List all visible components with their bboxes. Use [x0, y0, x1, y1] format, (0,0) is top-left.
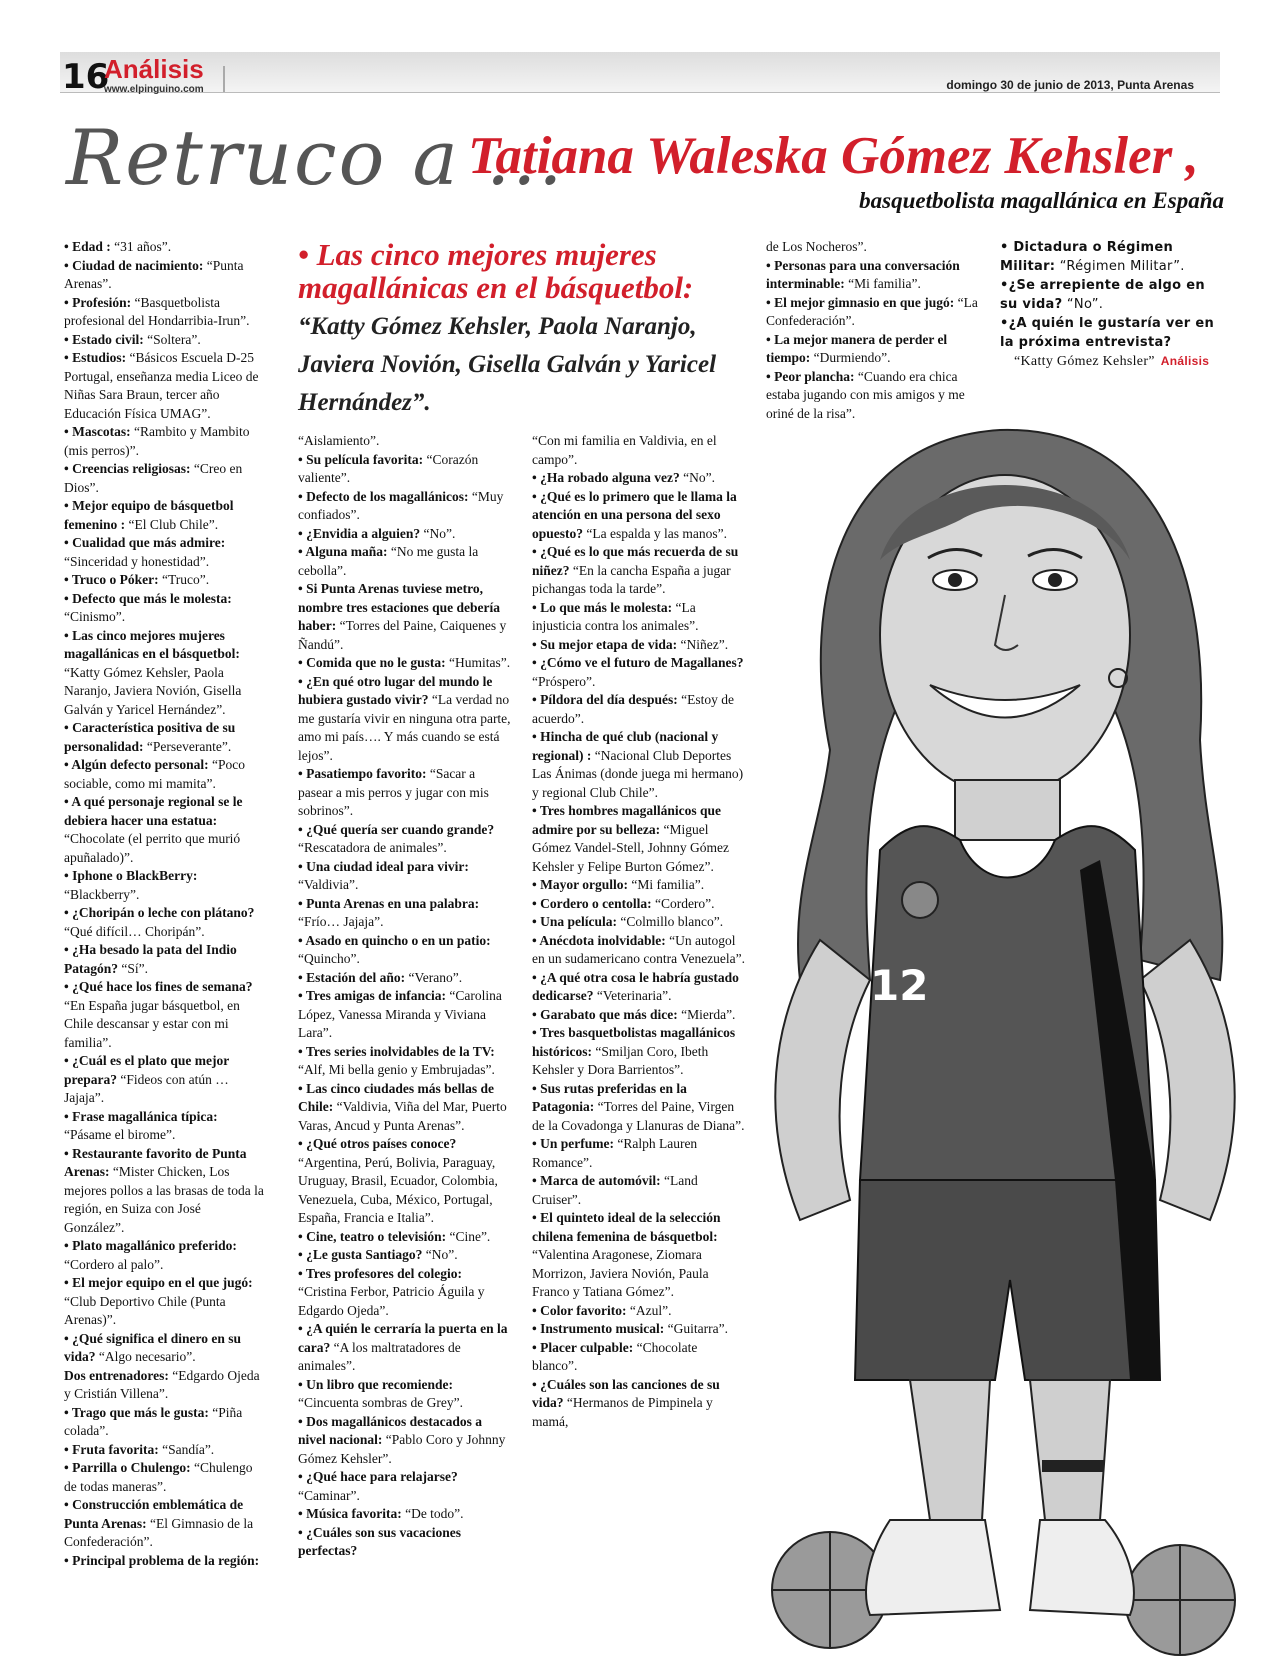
interview-item [64, 1441, 264, 1460]
interview-item [532, 432, 746, 469]
interview-item [298, 1468, 512, 1505]
interview-item [298, 543, 512, 580]
interview-answer: “No”. [422, 1247, 458, 1262]
interview-item [64, 1274, 264, 1330]
interview-item [532, 654, 746, 691]
interview-answer: “Chocolate blanco”. [532, 1339, 698, 1373]
header-divider [223, 66, 225, 92]
interview-answer: “Sacar a pasear a mis perros y jugar con mis sobrinos”. [298, 766, 489, 818]
interview-answer: “Aislamiento”. [298, 433, 380, 448]
interview-question: • Plato magallánico preferido: [64, 1238, 237, 1253]
interview-question: • Placer culpable: [532, 1339, 634, 1355]
interview-answer: “La injusticia contra los animales”. [532, 599, 699, 633]
interview-question: • ¿Qué es lo que más recuerda de su niñez? [532, 544, 739, 578]
interview-item [64, 867, 264, 904]
interview-item [64, 571, 264, 590]
interview-question: • Característica positiva de su personalidad: [64, 720, 236, 754]
interview-answer: “Qué difícil… Choripán”. [64, 923, 205, 939]
interview-item [64, 1496, 264, 1552]
interview-item [64, 1367, 264, 1404]
interview-item [64, 793, 264, 867]
interview-question: • ¿Qué otros países conoce? [298, 1136, 457, 1151]
interview-question: •¿Se arrepiente de algo en su vida? [1000, 278, 1205, 312]
interview-question: • Un perfume: [532, 1136, 614, 1151]
interview-answer: “En la cancha España a jugar pichangas toda la tarde”. [532, 562, 731, 596]
interview-item [532, 469, 746, 488]
highlight-quote: “Katty Gómez Kehsler, Paola Naranjo, Javiera Novión, Gisella Galván y Yaricel Hernández”. [298, 313, 717, 416]
interview-answer: “Valdivia”. [298, 877, 359, 892]
interview-answer: “Torres del Paine, Caiquenes y Ñandú”. [298, 618, 507, 652]
interview-item [1000, 276, 1222, 314]
section-title-script: Retruco a ... [66, 113, 565, 202]
interview-answer: “Basquetbolista profesional del Hondarribia-Irun”. [64, 294, 250, 328]
interview-question: • Tres basquetbolistas magallánicos históricos: [532, 1025, 736, 1059]
interview-answer: “Verano”. [405, 969, 463, 985]
interview-item [64, 497, 264, 534]
interview-item [64, 1237, 264, 1274]
interview-question: • A qué personaje regional se le debiera hacer una estatua: [64, 794, 243, 828]
interview-answer: “Pablo Coro y Johnny Gómez Kehsler”. [298, 1432, 506, 1466]
interview-question: • Las cinco ciudades más bellas de Chile: [298, 1080, 494, 1114]
interview-answer: “Carolina López, Vanessa Miranda y Viviana Lara”. [298, 988, 502, 1040]
interview-item [532, 1024, 746, 1080]
interview-question: • ¿Ha besado la pata del Indio Patagón? [64, 942, 237, 976]
interview-question: • Tres hombres magallánicos que admire por su belleza: [532, 803, 721, 837]
interview-item [64, 534, 264, 571]
interview-question: • Dictadura o Régimen Militar: [1000, 240, 1174, 274]
interview-answer: “Azul”. [626, 1302, 672, 1318]
interview-item [298, 488, 512, 525]
interview-answer: “Estoy de acuerdo”. [532, 692, 734, 726]
interview-question: • Algún defecto personal: [64, 757, 209, 772]
interview-answer: “Cordero”. [651, 895, 715, 911]
interview-question: • Principal problema de la región: [64, 1552, 260, 1568]
interview-answer: “Piña colada”. [64, 1404, 243, 1438]
article-title: Tatiana Waleska Gómez Kehsler , [468, 127, 1199, 185]
interview-question: • ¿Envidia a alguien? [298, 525, 421, 541]
interview-item [532, 1172, 746, 1209]
interview-question: • Peor plancha: [766, 368, 855, 384]
interview-item [766, 331, 984, 368]
interview-question: • Punta Arenas en una palabra: [298, 895, 480, 911]
interview-item [64, 1552, 264, 1571]
interview-answer: “No”. [1062, 297, 1104, 312]
interview-item [298, 1413, 512, 1469]
interview-answer: “Sí”. [118, 960, 148, 976]
interview-answer: “Mi familia”. [627, 877, 705, 892]
interview-answer: “Cinismo”. [64, 609, 126, 624]
interview-question: • Tres amigas de infancia: [298, 988, 446, 1003]
interview-item [64, 627, 264, 720]
highlight-box [298, 238, 738, 422]
interview-question: • ¿Qué hace para relajarse? [298, 1469, 458, 1484]
interview-item [64, 349, 264, 423]
interview-question: • ¿A quién le cerraría la puerta en la cara? [298, 1321, 508, 1355]
interview-question: • Construcción emblemática de Punta Arenas: [64, 1497, 244, 1531]
interview-answer: “Punta Arenas”. [64, 257, 244, 291]
interview-item [64, 238, 264, 257]
interview-item [64, 1459, 264, 1496]
interview-item [532, 1135, 746, 1172]
interview-item [532, 1209, 746, 1302]
interview-answer: “Chulengo de todas maneras”. [64, 1460, 253, 1494]
interview-item [298, 525, 512, 544]
interview-answer: “La Confederación”. [766, 294, 978, 328]
interview-answer: “El Gimnasio de la Confederación”. [64, 1515, 254, 1549]
interview-answer: “Mi familia”. [844, 276, 921, 291]
interview-answer: “Cincuenta sombras de Grey”. [298, 1395, 463, 1410]
interview-question: • ¿Ha robado alguna vez? [532, 470, 680, 485]
interview-question: • Cordero o centolla: [532, 895, 652, 911]
interview-item [532, 802, 746, 876]
interview-question: • Su mejor etapa de vida: [532, 636, 678, 652]
interview-answer: “Caminar”. [298, 1487, 360, 1503]
interview-answer: “Próspero”. [532, 673, 596, 689]
interview-answer: “Un autogol en un sudamericano contra Venezuela”. [532, 932, 746, 966]
interview-question: • Comida que no le gusta: [298, 655, 446, 670]
interview-question: • Cualidad que más admire: [64, 535, 226, 550]
interview-item [1000, 238, 1222, 276]
interview-answer: “Quincho”. [298, 951, 360, 966]
interview-answer: “De todo”. [401, 1506, 464, 1521]
interview-item [766, 294, 984, 331]
highlight-title: • Las cinco mejores mujeres magallánicas en el básquetbol: [298, 237, 694, 305]
interview-question: • Alguna maña: [298, 544, 388, 559]
interview-question: • Pasatiempo favorito: [298, 766, 427, 781]
interview-answer: “Rescatadora de animales”. [298, 840, 447, 855]
interview-item [298, 1524, 512, 1561]
interview-question: • Mascotas: [64, 424, 131, 439]
interview-item [298, 1505, 512, 1524]
interview-answer: “No”. [679, 470, 715, 485]
interview-question: • Estado civil: [64, 331, 144, 347]
interview-question: • Ciudad de nacimiento: [64, 257, 204, 273]
interview-question: • Iphone o BlackBerry: [64, 868, 198, 883]
interview-answer: “Creo en Dios”. [64, 461, 243, 495]
interview-item [298, 1246, 512, 1265]
interview-answer: “A los maltratadores de animales”. [298, 1339, 461, 1373]
interview-question: • El quinteto ideal de la selección chilena femenina de básquetbol: [532, 1210, 721, 1244]
signature-logo: Análisis [1160, 354, 1210, 368]
interview-answer: “Muy confiados”. [298, 488, 504, 522]
interview-answer: “Pásame el birome”. [64, 1127, 176, 1142]
interview-item [298, 895, 512, 932]
interview-item [532, 932, 746, 969]
text-column-3 [532, 432, 746, 1431]
interview-question: • ¿Cuáles son las canciones de su vida? [532, 1376, 720, 1410]
interview-answer: “Valentina Aragonese, Ziomara Morrizon, Javiera Novión, Paula Franco y Tatiana Gómez”. [532, 1247, 709, 1299]
interview-answer: “Argentina, Perú, Bolivia, Paraguay, Uruguay, Brasil, Ecuador, Colombia, Venezuela, Cuba, México, Portugal, España, Francia e Italia”. [298, 1154, 498, 1225]
interview-item [766, 368, 984, 424]
interview-answer: “Mister Chicken, Los mejores pollos a las brasas de toda la región, en Suiza con José González”. [64, 1164, 264, 1235]
interview-item [64, 590, 264, 627]
interview-answer: “Nacional Club Deportes Las Ánimas (donde juega mi hermano) y regional Club Chile”. [532, 747, 744, 800]
page-number: 16 [62, 57, 110, 97]
interview-answer: “31 años”. [110, 239, 172, 254]
interview-item [532, 913, 746, 932]
interview-item [532, 1339, 746, 1376]
interview-item [766, 238, 984, 257]
interview-answer: “Cine”. [446, 1228, 491, 1244]
interview-answer: “Miguel Gómez Vandel-Stell, Johnny Gómez Kehsler y Felipe Burton Gómez”. [532, 821, 729, 874]
interview-answer: “Smiljan Coro, Ibeth Kehsler y Dora Barrientos”. [532, 1043, 709, 1077]
interview-question: • Lo que más le molesta: [532, 599, 673, 615]
interview-question: • Defecto de los magallánicos: [298, 488, 469, 504]
interview-question: • Una ciudad ideal para vivir: [298, 858, 469, 874]
interview-answer: “Guitarra”. [664, 1321, 728, 1336]
interview-item [532, 895, 746, 914]
interview-question: • Trago que más le gusta: [64, 1404, 209, 1420]
interview-question: • El mejor equipo en el que jugó: [64, 1275, 253, 1290]
interview-question: • Cine, teatro o televisión: [298, 1228, 447, 1244]
interview-question: • Tres series inolvidables de la TV: [298, 1043, 495, 1059]
interview-item [532, 728, 746, 802]
interview-answer: “Alf, Mi bella genio y Embrujadas”. [298, 1062, 495, 1077]
signature-line [1000, 352, 1222, 371]
interview-answer: “Algo necesario”. [95, 1349, 196, 1364]
interview-answer: “En España jugar básquetbol, en Chile descansar y estar con mi familia”. [64, 997, 240, 1050]
interview-item [298, 1043, 512, 1080]
caricature-illustration [760, 420, 1250, 1660]
interview-question: • Profesión: [64, 294, 132, 310]
interview-item [298, 969, 512, 988]
text-column-2 [298, 432, 512, 1561]
interview-question: • Mejor equipo de básquetbol femenino : [64, 498, 234, 532]
interview-answer: “La espalda y las manos”. [583, 525, 727, 541]
interview-answer: “Chocolate (el perrito que murió apuñalado)”. [64, 831, 241, 865]
interview-item [298, 1376, 512, 1413]
interview-question: • Mayor orgullo: [532, 877, 628, 892]
interview-answer: “Poco sociable, como mi mamita”. [64, 757, 245, 791]
interview-answer: “Con mi familia en Valdivia, en el campo”. [532, 433, 717, 467]
interview-item [64, 294, 264, 331]
interview-item [64, 331, 264, 350]
interview-item [64, 1330, 264, 1367]
logo-url[interactable]: www.elpinguino.com [104, 84, 204, 95]
interview-answer: “No me gusta la cebolla”. [298, 544, 479, 578]
interview-item [532, 1320, 746, 1339]
interview-item [64, 941, 264, 978]
newspaper-logo[interactable]: Análisis [104, 54, 204, 84]
interview-item [1000, 314, 1222, 352]
interview-question: • Marca de automóvil: [532, 1173, 661, 1188]
interview-question: •¿A quién le gustaría ver en la próxima entrevista? [1000, 316, 1215, 350]
interview-answer: “Club Deportivo Chile (Punta Arenas)”. [64, 1293, 226, 1327]
dateline: domingo 30 de junio de 2013, Punta Arenas [946, 78, 1194, 92]
interview-item [298, 1080, 512, 1136]
interview-item [64, 756, 264, 793]
interview-question: • ¿Cuál es el plato que mejor prepara? [64, 1053, 229, 1087]
interview-question: • ¿En qué otro lugar del mundo le hubiera gustado vivir? [298, 673, 493, 707]
interview-item [64, 423, 264, 460]
interview-question: • Dos magallánicos destacados a nivel nacional: [298, 1413, 482, 1447]
interview-answer: “Régimen Militar”. [1055, 259, 1185, 274]
interview-item [298, 987, 512, 1043]
interview-answer: “Truco”. [158, 572, 210, 587]
interview-answer: “Durmiendo”. [810, 350, 891, 365]
interview-item [64, 1108, 264, 1145]
interview-question: • ¿Choripán o leche con plátano? [64, 905, 255, 920]
interview-item [64, 257, 264, 294]
interview-question: • Sus rutas preferidas en la Patagonia: [532, 1080, 687, 1114]
interview-question: • Tres profesores del colegio: [298, 1265, 462, 1281]
interview-question: • ¿A qué otra cosa le habría gustado dedicarse? [532, 969, 739, 1003]
interview-question: • Instrumento musical: [532, 1321, 665, 1336]
interview-question: • Fruta favorita: [64, 1441, 159, 1457]
interview-question: • Música favorita: [298, 1506, 402, 1521]
interview-item [532, 543, 746, 599]
interview-question: • ¿Qué hace los fines de semana? [64, 979, 253, 994]
interview-item [298, 858, 512, 895]
interview-item [298, 432, 512, 451]
interview-answer: “Katty Gómez Kehsler, Paola Naranjo, Javiera Novión, Gisella Galván y Yaricel Hernández”. [64, 664, 242, 717]
interview-item [298, 1265, 512, 1321]
interview-answer: “Cordero al palo”. [64, 1256, 164, 1272]
interview-answer: “Corazón valiente”. [298, 451, 479, 485]
interview-answer: “Veterinaria”. [593, 988, 672, 1003]
interview-question: • ¿Qué quería ser cuando grande? [298, 821, 495, 837]
interview-answer: “La verdad no me gustaría vivir en ninguna otra parte, amo mi país…. Y más cuando se está lejos”. [298, 692, 511, 763]
interview-answer: “No”. [420, 525, 456, 541]
interview-item [298, 451, 512, 488]
interview-item [532, 599, 746, 636]
interview-question: • Las cinco mejores mujeres magallánicas en el básquetbol: [64, 627, 240, 661]
interview-item [298, 580, 512, 654]
interview-question: • Defecto que más le molesta: [64, 590, 232, 606]
interview-item [64, 460, 264, 497]
interview-answer: “Básicos Escuela D-25 Portugal, enseñanza media Liceo de Niñas Sara Braun, tercer año Educación Física UMAG”. [64, 350, 259, 421]
interview-item [298, 673, 512, 766]
interview-answer: “Hermanos de Pimpinela y mamá, [532, 1395, 713, 1429]
interview-item [532, 1302, 746, 1321]
interview-question: • Parrilla o Chulengo: [64, 1460, 191, 1475]
interview-question: • La mejor manera de perder el tiempo: [766, 331, 948, 365]
interview-item [64, 719, 264, 756]
interview-item [64, 978, 264, 1052]
interview-answer: “El Club Chile”. [125, 516, 219, 532]
interview-question: • Su película favorita: [298, 451, 424, 467]
interview-item [766, 257, 984, 294]
interview-item [532, 969, 746, 1006]
interview-answer: “Valdivia, Viña del Mar, Puerto Varas, Ancud y Punta Arenas”. [298, 1099, 507, 1133]
interview-question: • ¿Qué significa el dinero en su vida? [64, 1330, 241, 1364]
interview-item [532, 876, 746, 895]
interview-answer: “Soltera”. [143, 331, 201, 347]
interview-question: • Restaurante favorito de Punta Arenas: [64, 1145, 247, 1179]
interview-question: • Una película: [532, 914, 617, 929]
interview-answer: de Los Nocheros”. [766, 239, 867, 254]
interview-item [532, 691, 746, 728]
interview-question: • Asado en quincho o en un patio: [298, 932, 491, 948]
interview-question: • ¿Le gusta Santiago? [298, 1247, 423, 1262]
interview-question: • ¿Qué es lo primero que le llama la atención en una persona del sexo opuesto? [532, 488, 737, 541]
interview-answer: “Mierda”. [677, 1006, 736, 1022]
interview-question: • El mejor gimnasio en que jugó: [766, 294, 955, 310]
interview-item [298, 765, 512, 821]
interview-item [298, 1228, 512, 1247]
interview-answer: “Edgardo Ojeda y Cristián Villena”. [64, 1367, 260, 1401]
interview-item [298, 654, 512, 673]
interview-answer: “Torres del Paine, Virgen de la Covadonga y Llanuras de Diana”. [532, 1099, 745, 1133]
interview-item [64, 1404, 264, 1441]
interview-question: • Estudios: [64, 350, 127, 365]
signature-text: “Katty Gómez Kehsler” [1014, 354, 1155, 369]
interview-question: • Hincha de qué club (nacional y regional) : [532, 729, 719, 763]
text-column-4 [766, 238, 984, 423]
interview-answer: “Humitas”. [445, 655, 511, 670]
interview-item [64, 904, 264, 941]
interview-question: • Personas para una conversación interminable: [766, 257, 960, 291]
interview-item [298, 821, 512, 858]
interview-question: • Garabato que más dice: [532, 1006, 678, 1022]
interview-item [298, 932, 512, 969]
interview-item [64, 1145, 264, 1238]
interview-answer: “Colmillo blanco”. [616, 914, 724, 929]
interview-answer: “Blackberry”. [64, 886, 140, 902]
interview-question: • Frase magallánica típica: [64, 1108, 218, 1124]
interview-answer: “Fideos con atún … Jajaja”. [64, 1071, 229, 1105]
text-column-5 [1000, 238, 1222, 371]
interview-question: • Anécdota inolvidable: [532, 932, 666, 948]
interview-answer: “Perseverante”. [143, 738, 232, 754]
interview-item [64, 1052, 264, 1108]
interview-answer: “Niñez”. [677, 636, 729, 652]
interview-answer: “Cristina Ferbor, Patricio Águila y Edgardo Ojeda”. [298, 1284, 485, 1318]
interview-question: • ¿Cómo ve el futuro de Magallanes? [532, 655, 744, 670]
interview-question: Dos entrenadores: [64, 1367, 169, 1383]
interview-question: • Estación del año: [298, 969, 406, 985]
interview-question: • Color favorito: [532, 1302, 627, 1318]
interview-question: • Truco o Póker: [64, 572, 159, 587]
interview-question: • Creencias religiosas: [64, 461, 191, 476]
interview-question: • Edad : [64, 239, 111, 254]
interview-question: • Si Punta Arenas tuviese metro, nombre tres estaciones que debería haber: [298, 581, 500, 633]
interview-item [532, 1006, 746, 1025]
interview-question: • Píldora del día después: [532, 692, 678, 707]
interview-answer: “Land Cruiser”. [532, 1173, 698, 1207]
interview-answer: “Ralph Lauren Romance”. [532, 1136, 698, 1170]
jersey-number: 12 [870, 961, 929, 1010]
interview-answer: “Sinceridad y honestidad”. [64, 553, 210, 569]
interview-item [532, 1376, 746, 1432]
text-column-1 [64, 238, 264, 1570]
interview-answer: “Frío… Jajaja”. [298, 914, 384, 929]
article-subtitle: basquetbolista magallánica en España [859, 188, 1224, 213]
interview-answer: “Rambito y Mambito (mis perros)”. [64, 424, 250, 458]
interview-item [298, 1320, 512, 1376]
interview-answer: “Sandía”. [158, 1441, 215, 1457]
interview-item [532, 636, 746, 655]
interview-question: • Un libro que recomiende: [298, 1376, 453, 1392]
interview-item [532, 1080, 746, 1136]
interview-item [298, 1135, 512, 1228]
interview-question: • ¿Cuáles son sus vacaciones perfectas? [298, 1524, 461, 1558]
interview-item [532, 488, 746, 544]
interview-answer: “Cuando era chica estaba jugando con mis amigos y me oriné de la risa”. [766, 368, 965, 421]
